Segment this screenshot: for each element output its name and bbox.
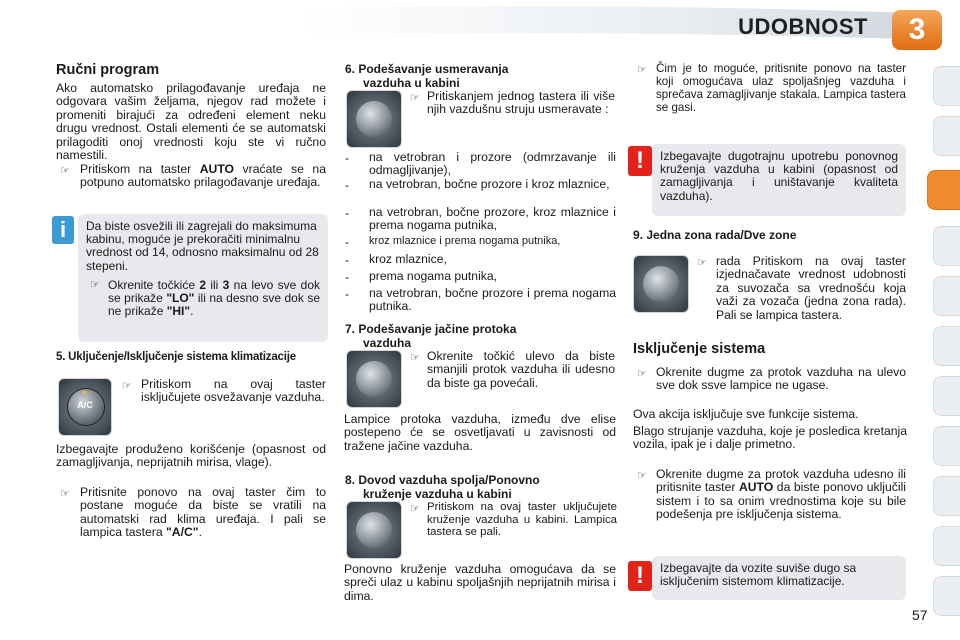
dash-icon: - [345, 270, 350, 284]
warning-icon: ! [628, 561, 652, 591]
auto-bullet [80, 163, 326, 190]
section-6-heading-line2: vazduha u kabini [363, 76, 460, 90]
hand-pointer-icon: ☞ [90, 278, 100, 291]
mono-dual-zone-button-image [633, 255, 689, 313]
section-8-bullet: Pritiskom na ovaj taster uključujete kruženje vazduha u kabini. Lampica tastera se pali. [427, 501, 617, 539]
hand-pointer-icon: ☞ [410, 503, 420, 515]
col3-top-bullet: Čim je to moguće, pritisnite ponovo na taster koji omogućava ulaz spoljašnjeg vazduha i sprečava zamagljivanje stakala. Lampica tastera se gasi. [656, 62, 906, 114]
system-off-bullet-2-end: da biste ponovo uključili sistem i to sa onim vrednostima koje su bile podešenja pre isključenja sistema. [656, 480, 906, 522]
info-note-bullet [86, 279, 320, 319]
mono-zone-button [643, 266, 679, 302]
info-note-text: Da biste osvežili ili zagrejali do maksimuma kabinu, moguće je prekoračiti minimalnu vrednost od 14, odnosno maksimalnu od 28 stepeni. [86, 219, 319, 273]
hand-pointer-icon: ☞ [637, 368, 647, 380]
system-off-bullet-1: Okrenite dugme za protok vazduha na ulevo sve dok ssve lampice ne ugase. [656, 365, 906, 393]
section-7-bullet: Okrenite točkić ulevo da biste smanjili protok vazduha ili udesno da biste ga povećali. [427, 349, 615, 390]
chapter-number-badge: 3 [892, 10, 942, 50]
info-bullet-text-or: ili [206, 277, 223, 292]
chapter-tab[interactable] [933, 526, 960, 566]
auto-key-label: AUTO [199, 162, 235, 176]
warning-note-ac-off: Izbegavajte da vozite suviše dugo sa isključenim sistemom klimatizacije. [652, 556, 906, 600]
air-distribution-item: prema nogama putnika, [369, 269, 498, 283]
auto-key-label: AUTO [738, 480, 774, 495]
section-5-bullet-2-text: Pritisnite ponovo na ovaj taster čim to postane moguće da biste se vratili na automatski rad klima uređaja. I pali se lampica tastera [80, 485, 326, 540]
section-7-heading [345, 322, 516, 350]
chapter-tab[interactable] [933, 326, 960, 366]
lo-label: "LO" [166, 291, 195, 306]
section-7-heading-line1: 7. Podešavanje jačine protoka [345, 322, 517, 336]
info-note [78, 214, 328, 342]
chapter-tab[interactable] [933, 66, 960, 106]
system-off-paragraph-2: Blago strujanje vazduha, koje je posledica kretanja vozila, ipak je i dalje primetno. [633, 424, 907, 452]
section-9-heading: 9. Jedna zona rada/Dve zone [633, 228, 797, 242]
auto-bullet-text-end: vraćate se na potpuno automatsko prilagođavanje uređaja. [80, 162, 326, 190]
air-flow-knob-image [346, 350, 402, 408]
dash-icon: - [345, 151, 350, 165]
section-8-paragraph: Ponovno kruženje vazduha omogućava da se spreči ulaz u kabinu spoljašnjih neprijatnih mirisa i dima. [344, 562, 616, 603]
air-distribution-item: na vetrobran, bočne prozore i prema nogama putnika. [369, 286, 616, 314]
system-off-paragraph-1: Ova akcija isključuje sve funkcije sistema. [633, 407, 859, 421]
hand-pointer-icon: ☞ [60, 488, 70, 500]
manual-program-intro: Ako automatsko prilagođavanje uređaja ne odgovara vašim željama, njegov rad možete i promeniti birajući za određeni element neku drugu vrednost. Ostali elementi će se automatski prilagoditi onoj vrednosti koju ste vi ručno namestili. [56, 81, 326, 163]
info-bullet-text-mid: na levo sve dok se prikaže [108, 277, 321, 306]
dash-icon: - [345, 235, 350, 249]
air-distribution-item: na vetrobran, bočne prozore, kroz mlaznice i prema nogama putnika, [369, 205, 616, 233]
chapter-tab[interactable] [933, 276, 960, 316]
dash-icon: - [345, 178, 350, 192]
dash-icon: - [345, 253, 350, 267]
info-bullet-text: Okrenite točkiće [108, 277, 200, 292]
info-bullet-text-end: . [190, 304, 194, 319]
warning-note-recirculation: Izbegavajte dugotrajnu upotrebu ponovnog kruženja vazduha u kabini (opasnost od zamagljivanja i uništavanje kvaliteta vazduha). [652, 144, 906, 216]
system-off-heading: Isključenje sistema [633, 341, 766, 357]
page-number: 57 [912, 607, 928, 623]
section-6-heading [345, 62, 508, 90]
hand-pointer-icon: ☞ [697, 257, 707, 269]
section-5-bullet: Pritiskom na ovaj taster isključujete osvežavanje vazduha. [141, 377, 326, 405]
system-off-bullet-2-text: Okrenite dugme za protok vazduha udesno ili pritisnite taster [656, 467, 906, 495]
section-5-paragraph: Izbegavajte produženo korišćenje (opasnost od zamagljivanja, nepriјatnih mirisa, vlage). [56, 442, 326, 470]
chapter-tab[interactable] [933, 476, 960, 516]
chapter-tab[interactable] [933, 116, 960, 156]
air-distribution-item: kroz mlaznice, [369, 252, 447, 266]
auto-bullet-text: Pritiskom na taster [80, 162, 200, 176]
knob-2-label: 2 [199, 277, 207, 292]
section-7-paragraph: Lampice protoka vazduha, između dve elise postepeno će se osvetljavati u zavisnosti od tražene jačine vazduha. [344, 412, 616, 453]
hand-pointer-icon: ☞ [122, 380, 132, 392]
air-distribution-item: kroz mlaznice i prema nogama putnika, [369, 235, 561, 247]
hand-pointer-icon: ☞ [410, 92, 420, 104]
section-9-bullet: rada Pritiskom na ovaj taster izjednačavate vrednost udobnosti za suvozača sa vrednošću koja važi za vozača (jedna zona rada). Pali se lampica tastera. [716, 254, 906, 322]
air-distribution-knob [356, 101, 392, 137]
air-distribution-controls-image [346, 90, 402, 148]
warning-icon: ! [628, 146, 652, 176]
section-8-heading-line1: 8. Dovod vazduha spolja/Ponovno [345, 473, 540, 487]
recirculation-button-image [346, 501, 402, 559]
chapter-title: UDOBNOST [738, 14, 868, 39]
ac-button-label: A/C [77, 400, 93, 410]
air-distribution-item: na vetrobran, bočne prozore i kroz mlaznice, [369, 177, 610, 191]
air-distribution-item: na vetrobran i prozore (odmrzavanje ili odmagljivanje), [369, 150, 616, 178]
section-5-heading: 5. Uključenje/Isključenje sistema klimatizacije [56, 351, 296, 363]
knob-3-label: 3 [222, 277, 230, 292]
hand-pointer-icon: ☞ [637, 470, 647, 482]
ac-indicator-lamp [83, 391, 87, 394]
hi-label: "HI" [166, 304, 191, 319]
chapter-tab[interactable] [933, 226, 960, 266]
section-6-heading-line1: 6. Podešavanje usmeravanja [345, 62, 509, 76]
chapter-tab[interactable] [933, 576, 960, 616]
section-8-heading-line2: kruženje vazduha u kabini [363, 487, 512, 501]
section-8-heading [345, 473, 540, 501]
hand-pointer-icon: ☞ [410, 352, 420, 364]
chapter-tab[interactable] [933, 376, 960, 416]
ac-button-image [58, 378, 112, 436]
dash-icon: - [345, 206, 350, 220]
ac-key-label: "A/C" [166, 525, 199, 540]
section-5-bullet-2-end: . [198, 525, 202, 540]
chapter-tab[interactable] [933, 426, 960, 466]
info-bullet-text-mid2: ili na desno sve dok se ne prikaže [108, 291, 320, 319]
chapter-tab-active[interactable] [927, 170, 960, 210]
hand-pointer-icon: ☞ [60, 165, 70, 177]
section-5-bullet-2 [80, 486, 326, 540]
info-icon: i [52, 216, 74, 244]
dash-icon: - [345, 287, 350, 301]
hand-pointer-icon: ☞ [637, 64, 647, 76]
section-7-heading-line2: vazduha [363, 336, 412, 350]
air-flow-knob [356, 361, 392, 397]
section-6-bullet: Pritiskanjem jednog tastera ili više njih vazdušnu struju usmeravate : [427, 89, 615, 117]
system-off-bullet-2 [656, 468, 906, 522]
manual-program-heading: Ručni program [56, 62, 160, 78]
recirculation-button [356, 512, 392, 548]
